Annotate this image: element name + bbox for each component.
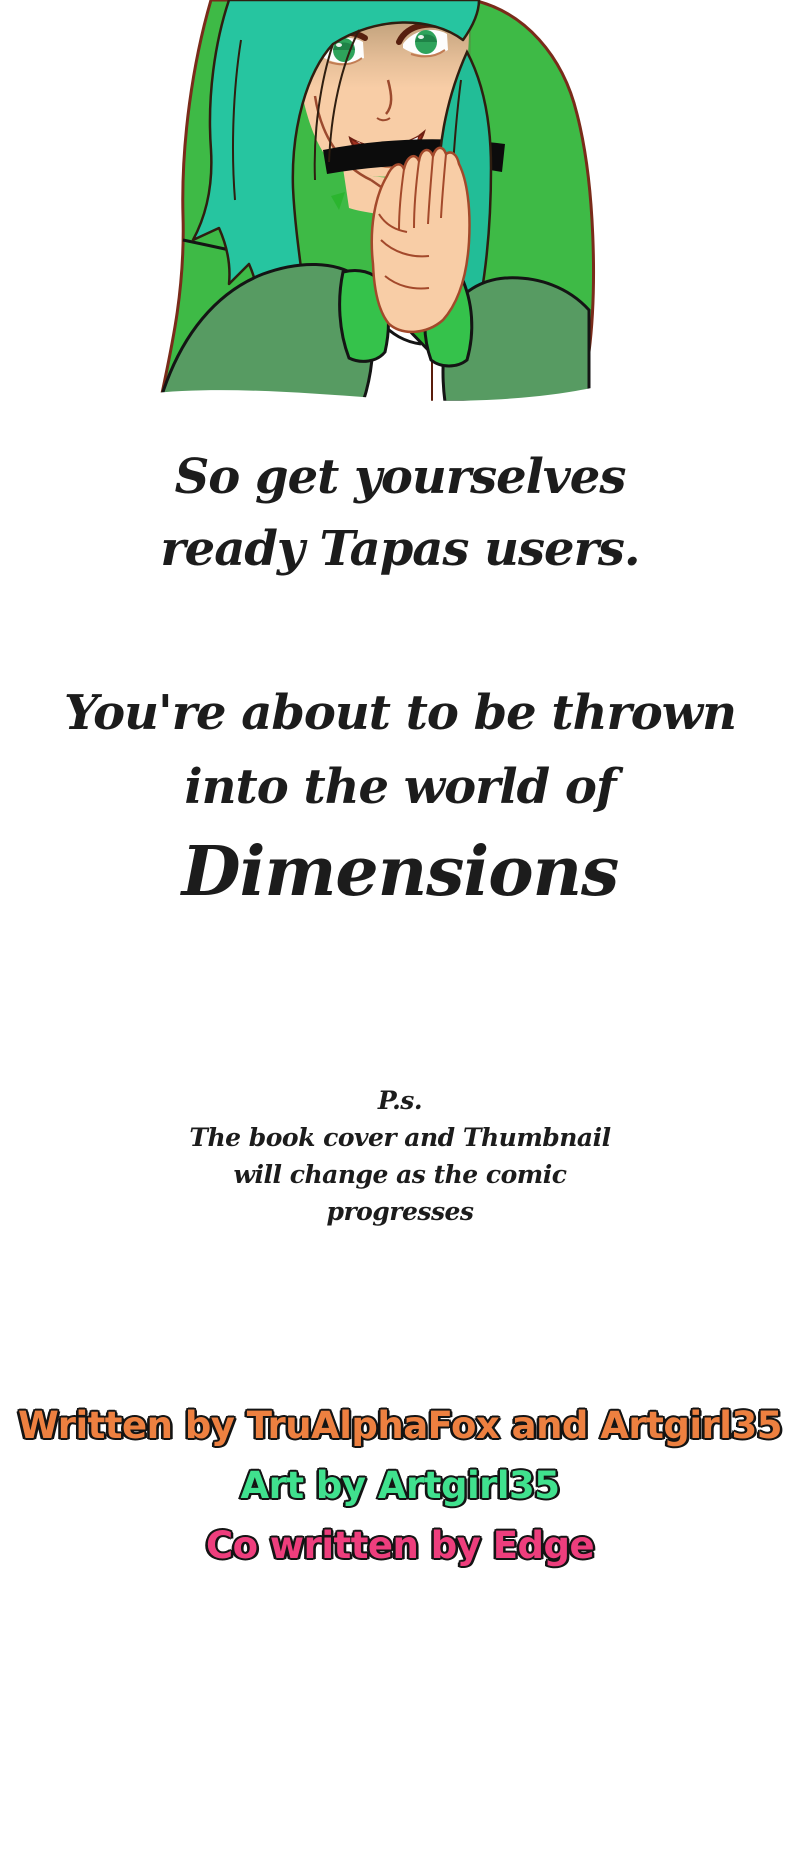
postscript-line-4: progresses: [326, 1197, 474, 1226]
credit-written-by: Written by TruAlphaFox and Artgirl35: [18, 1404, 782, 1447]
postscript-line-1: P.s.: [377, 1086, 423, 1115]
clasped-hands: [372, 148, 470, 332]
announcement-body: [0, 676, 800, 920]
postscript-note: [0, 1082, 800, 1230]
postscript-line-3: will change as the comic: [233, 1160, 567, 1189]
body-line-2: into the world of: [184, 759, 616, 815]
body-line-1: You're about to be thrown: [63, 685, 736, 741]
intro-line-2: ready Tapas users.: [160, 521, 640, 577]
announcement-intro: [0, 441, 800, 585]
intro-line-1: So get yourselves: [174, 449, 626, 505]
character-illustration-svg: [145, 0, 600, 412]
character-illustration: [145, 0, 600, 412]
series-title: Dimensions: [181, 832, 619, 912]
postscript-line-2: The book cover and Thumbnail: [189, 1123, 611, 1152]
credit-art-by: Art by Artgirl35: [240, 1464, 560, 1507]
credit-co-written-by: Co written by Edge: [205, 1524, 595, 1567]
credits: [0, 1396, 800, 1576]
